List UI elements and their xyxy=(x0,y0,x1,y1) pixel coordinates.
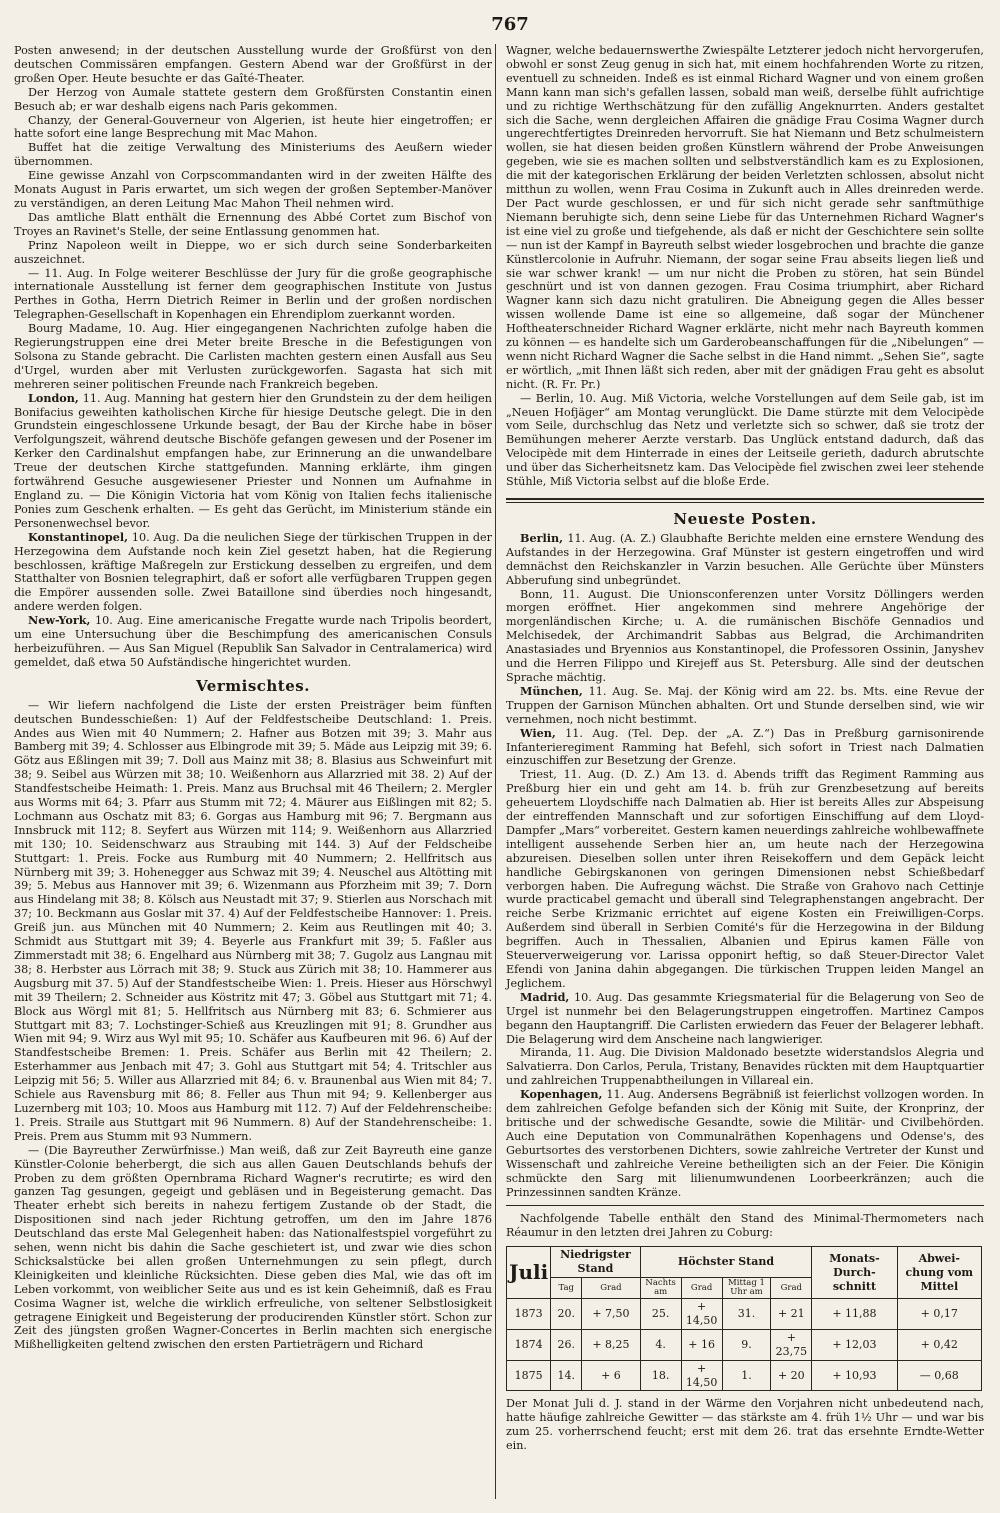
article-paragraph: Posten anwesend; in der deutschen Ausstellung wurde der Großfürst von den deutschen Commissären empfangen. Gestern Abend war der Großfürst in der großen Oper. Heute besuchte er das Gaîté-Theater. xyxy=(14,44,492,85)
column-divider xyxy=(495,44,496,1499)
table-cell-year: 1874 xyxy=(507,1329,551,1360)
dateline-place: Berlin, xyxy=(520,530,563,545)
table-cell-year: 1873 xyxy=(507,1299,551,1330)
dateline-place: Wien, xyxy=(520,725,556,740)
news-text: 10. Aug. Das gesammte Kriegsmaterial für die Belagerung von Seo de Urgel ist nunmehr bei den Belagerungstruppen eingetroffen. Martinez Campos begann den Hauptangriff. Die Carlisten erwiedern das Feuer der Belagerer lebhaft. Die Belagerung wird dem Anscheine nach langwieriger. xyxy=(506,990,984,1046)
news-text: 11. Aug. Andersens Begräbniß ist feierlichst vollzogen worden. In dem zahlreichen Gefolge befanden sich der König mit Suite, der Kronprinz, der britische und der schwedische Gesandte, sowie die Militär- und Civilbehörden. Auch eine Deputation von Communalräthen Kopenhagens und Odense's, des Geburtsortes des verstorbenen Dichters, sowie zahlreiche Vertreter der Kunst und Wissenschaft und zahlreiche Vereine betheiligten sich an der Feier. Die Königin schmückte den Sarg mit lilienumwundenen Loorbeerkränzen; auch die Prinzessinnen sandten Kränze. xyxy=(506,1088,984,1199)
table-subheader: Grad xyxy=(681,1278,722,1299)
table-cell: + 14,50 xyxy=(681,1360,722,1391)
article-paragraph: Der Herzog von Aumale stattete gestern dem Großfürsten Constantin einen Besuch ab; er war deshalb eigens nach Paris gekommen. xyxy=(14,85,492,113)
table-cell: + 7,50 xyxy=(582,1299,640,1330)
table-cell: + 6 xyxy=(582,1360,640,1391)
table-cell: 25. xyxy=(640,1299,681,1330)
dateline-place: München, xyxy=(520,683,583,698)
news-text: Bonn, 11. August. Die Unionsconferenzen unter Vorsitz Döllingers werden morgen eröffnet. Hier angekommen sind mehrere Angehörige der morgenländischen Kirche; u. A. die rumänischen Bischöfe Gennadios und Melchisedek, der Archimandrit Sabbas aus Belgrad, die Archimandriten Anastasiades und Bryennios aus Konstantinopel, die Professoren Ossinin, Janyshev und die Herren Filippo und Kirejeff aus St. Petersburg. Alle sind der deutschen Sprache mächtig. xyxy=(506,587,984,684)
section-heading-vermischtes: Vermischtes. xyxy=(196,676,310,695)
dispatch-london xyxy=(14,392,492,531)
dispatch-text: 11. Aug. Manning hat gestern hier den Grundstein zu der dem heiligen Bonifacius geweihten katholischen Kirche für hiesige Deutsche gelegt. Die in den Grundstein eingeschlossene Urkunde besagt, der Bau der Kirche habe in böser Verfolgungszeit, während deutsche Bischöfe gefangen gewesen und der Posener im Kerker den Cardinalshut empfangen habe, zur Erinnerung an die unwandelbare Treue der deutschen Kirche stattgefunden. Manning erklärte, ihm gingen fortwährend Gesuche ausgewiesener Priester und Nonnen um Aufnahme in England zu. — Die Königin Victoria hat vom König von Italien fechs italienische Ponies zum Geschenk erhalten. — Es geht das Gerücht, im Ministerium stände ein Personenwechsel bevor. xyxy=(14,391,492,530)
table-cell: — 0,68 xyxy=(897,1360,981,1391)
table-row xyxy=(507,1360,982,1391)
right-column xyxy=(506,44,984,1453)
news-text: Triest, 11. Aug. (D. Z.) Am 13. d. Abends trifft das Regiment Ramming aus Preßburg hier ein und geht am 14. b. früh zur Grenzbesetzung auf bereits geheuertem Lloydschiffe nach Dalmatien ab. Hier ist bereits Alles zur Abspeisung der eintreffenden Mannschaft und zur sofortigen Einschiffung auf dem Lloyd-Dampfer „Mars“ vorbereitet. Gestern kamen neuerdings zahlreiche wohlbewaffnete intelligent aussehende Serben hier an, um heute nach der Herzegowina abzureisen. Dieselben sollen unter ihren Reisekoffern und dem Gepäck leicht handliche Gebirgskanonen von geringen Dimensionen nebst Schießbedarf verborgen haben. Die Aufregung wächst. Die Straße von Grahovo nach Cettinje wurde practicabel gemacht und überall sind Telegraphenstangen angebracht. Der reiche Serbe Krizmanic errichtet auf eigene Kosten ein Freiwilligen-Corps. Außerdem sind überall in Serbien Comité's für die Herzegowina in der Bildung begriffen. Auch in Thessalien, Albanien und Epirus kamen Fälle von Steuerverweigerung vor. Larissa opponirt heftig, so daß Steuer-Director Valet Efendi von Janina dahin abgegangen. Die türkischen Truppen leiden Mangel an Jeglichem. xyxy=(506,768,984,990)
article-paragraph: Eine gewisse Anzahl von Corpscommandanten wird in der zweiten Hälfte des Monats August in Paris erwartet, um sich wegen der großen September-Manöver zu verständigen, an deren Leitung Mac Mahon Theil nehmen wird. xyxy=(14,169,492,210)
dateline-place: London, xyxy=(28,390,79,405)
news-text: 11. Aug. (Tel. Dep. der „A. Z.“) Das in Preßburg garnisonirende Infanterieregiment Ramming hat Befehl, sich sofort in Triest nach Dalmatien einzuschiffen zur Besetzung der Grenze. xyxy=(506,726,984,768)
table-subheader: Mittag 1 Uhr am xyxy=(722,1278,771,1299)
news-item xyxy=(506,1088,984,1199)
table-header-highest: Höchster Stand xyxy=(640,1247,812,1278)
temperature-table xyxy=(506,1246,982,1391)
section-heading-neueste-posten: Neueste Posten. xyxy=(673,510,817,528)
table-subheader: Tag xyxy=(551,1278,582,1299)
dispatch-new-york xyxy=(14,614,492,670)
dateline-place: Konstantinopel, xyxy=(28,529,129,544)
article-paragraph: Chanzy, der General-Gouverneur von Algerien, ist heute hier eingetroffen; er hatte sofort eine lange Besprechung mit Mac Mahon. xyxy=(14,113,492,141)
dateline-place: Kopenhagen, xyxy=(520,1087,603,1102)
article-paragraph: Bourg Madame, 10. Aug. Hier eingegangenen Nachrichten zufolge haben die Regierungstruppen eine drei Meter breite Bresche in die Befestigungen von Solsona zu Stande gebracht. Die Carlisten machten gestern einen Ausfall aus Seu d'Urgel, wurden aber mit Verlusten zurückgeworfen. Sagasta hat sich mit mehreren seiner politischen Freunde nach Frankreich begeben. xyxy=(14,322,492,391)
table-month-label: Juli xyxy=(507,1247,551,1299)
table-subheader: Grad xyxy=(771,1278,812,1299)
article-paragraph: Das amtliche Blatt enthält die Ernennung des Abbé Cortet zum Bischof von Troyes an Ravinet's Stelle, der seine Entlassung genommen hat. xyxy=(14,210,492,238)
article-paragraph: Prinz Napoleon weilt in Dieppe, wo er sich durch seine Sonderbarkeiten auszeichnet. xyxy=(14,238,492,266)
table-cell: 31. xyxy=(722,1299,771,1330)
table-cell: + 20 xyxy=(771,1360,812,1391)
table-cell: + 10,93 xyxy=(812,1360,897,1391)
news-item xyxy=(506,1046,984,1088)
dispatch-konstantinopel xyxy=(14,531,492,614)
section-rule xyxy=(506,1205,984,1206)
table-cell: 1. xyxy=(722,1360,771,1391)
dateline-place: Madrid, xyxy=(520,989,570,1004)
table-cell: + 14,50 xyxy=(681,1299,722,1330)
table-cell: 20. xyxy=(551,1299,582,1330)
table-header-monthly: Monats-Durch-schnitt xyxy=(812,1247,897,1299)
page-number: 767 xyxy=(491,14,529,35)
table-cell: + 23,75 xyxy=(771,1329,812,1360)
table-cell: 14. xyxy=(551,1360,582,1391)
table-header-row xyxy=(507,1247,982,1278)
news-text: 11. Aug. Se. Maj. der König wird am 22. bs. Mts. eine Revue der Truppen der Garnison München abhalten. Ort und Stunde derselben sind, wie wir vernehmen, noch nicht bestimmt. xyxy=(506,684,984,726)
dateline-place: New-York, xyxy=(28,613,91,628)
table-row xyxy=(507,1299,982,1330)
table-outro: Der Monat Juli d. J. stand in der Wärme den Vorjahren nicht unbedeutend nach, hatte häufige zahlreiche Gewitter — das stärkste am 4. früh 1½ Uhr — und war bis zum 25. vorherrschend feucht; erst mit dem 26. trat das ersehnte Erndte-Wetter ein. xyxy=(506,1397,984,1453)
article-paragraph: Buffet hat die zeitige Verwaltung des Ministeriums des Aeußern wieder übernommen. xyxy=(14,141,492,169)
left-column xyxy=(14,44,492,1352)
table-cell: + 12,03 xyxy=(812,1329,897,1360)
article-paragraph: — 11. Aug. In Folge weiterer Beschlüsse der Jury für die große geographische internationale Ausstellung ist ferner dem geographischen Institute von Justus Perthes in Gotha, Herrn Dietrich Reimer in Berlin und der großen nordischen Telegraphen-Gesellschaft in Kopenhagen ein Ehrendiplom zuerkannt worden. xyxy=(14,266,492,322)
table-subheader: Nachts am xyxy=(640,1278,681,1299)
dispatch-text: 10. Aug. Eine americanische Fregatte wurde nach Tripolis beordert, um eine Untersuchung über die Beschimpfung des americanischen Consuls herbeizuführen. — Aus San Miguel (Republik San Salvador in Centralamerica) wird gemeldet, daß etwa 50 Aufständische hingerichtet wurden. xyxy=(14,614,492,669)
article-paragraph: — Berlin, 10. Aug. Miß Victoria, welche Vorstellungen auf dem Seile gab, ist im „Neuen Hofjäger“ am Montag verunglückt. Die Dame stürzte mit dem Velocipède vom Seile, durchschlug das Netz und verletzte sich so schwer, daß sie trotz der Bemühungen meherer Aerzte verstarb. Das Unglück entstand dadurch, daß das Velocipède mit dem Hinterrade in eines der Leitseile gerieth, dadurch abrutschte und über das Sicherheitsnetz kam. Das Velocipède fiel zwischen zwei leer stehende Stühle, Miß Victoria selbst auf die bloße Erde. xyxy=(506,391,984,489)
table-cell: + 0,42 xyxy=(897,1329,981,1360)
news-text: 11. Aug. (A. Z.) Glaubhafte Berichte melden eine ernstere Wendung des Aufstandes in der Herzegowina. Graf Münster ist gestern eingetroffen und wird demnächst den Reichskanzler in Varzin besuchen. Alle Gerüchte über Münsters Abberufung sind unbegründet. xyxy=(506,531,984,587)
table-header-deviation: Abwei-chung vom Mittel xyxy=(897,1247,981,1299)
article-paragraph: Wagner, welche bedauernswerthe Zwiespälte Letzterer jedoch nicht hervorgerufen, obwohl er sonst Zeug genug in sich hat, mit einem hochfahrenden Worte zu ritzen, eventuell zu schneiden. Indeß es ist einmal Richard Wagner und von einem großen Mann kann man sich's gefallen lassen, sobald man weiß, derselbe fühlt aufrichtige und zu richtige Werthschätzung für den zufällig Angeknurrten. Anders gestaltet sich die Sache, wenn dergleichen Affairen die gnädige Frau Cosima Wagner durch ungerechtfertigtes Dreinreden hervorruft. Sie hat Niemann und Betz schulmeistern wollen, sie hat diesen beiden großen Künstlern während der Probe Anweisungen gegeben, wie sie es machen sollten und selbstverständlich kam es zu Explosionen, die mit der kategorischen Erklärung der beiden Verletzten schlossen, absolut nicht mitthun zu wollen, wenn Frau Cosima in Zukunft auch in Alles dreinreden werde. Der Pact wurde geschlossen, er und für sich nicht gerade sehr sanftmüthige Niemann beruhigte sich, denn seine Liebe für das Unternehmen Richard Wagner's ist eine viel zu große und tiefgehende, als daß er nicht der Geschichtere sein sollte — nun ist der Kampf in Bayreuth selbst wieder losgebrochen und brachte die ganze Künstlercolonie in Aufruhr. Niemann, der sogar seine Frau abseits liegen ließ und sie war schwer krank! — um nur nicht die Proben zu stören, hat sein Bündel geschnürt und ist von dannen gezogen. Frau Cosima triumphirt, aber Richard Wagner kann sich dazu nicht gratuliren. Die Abneigung gegen die Alles besser wissen wollende Dame ist eine so allgemeine, daß sogar der Münchener Hoftheaterschneider Richard Wagner erklärte, nicht mehr nach Bayreuth kommen zu können — es handelte sich um Garderobeanschaffungen für die „Nibelungen“ — wenn nicht Richard Wagner die Sache selbst in die Hand nimmt. „Sehen Sie“, sagte er wörtlich, „mit Ihnen läßt sich reden, aber mit der gnädigen Frau geht es absolut nicht. (R. Fr. Pr.) xyxy=(506,44,984,391)
news-item xyxy=(506,727,984,769)
table-cell: 26. xyxy=(551,1329,582,1360)
table-cell-year: 1875 xyxy=(507,1360,551,1391)
table-row xyxy=(507,1329,982,1360)
news-item xyxy=(506,588,984,685)
news-text: Miranda, 11. Aug. Die Division Maldonado besetzte widerstandslos Alegria und Salvatierra. Don Carlos, Perula, Tristany, Benavides rückten mit dem Hauptquartier und zahlreichen Truppenabtheilungen in Villareal ein. xyxy=(506,1046,984,1088)
article-paragraph: — (Die Bayreuther Zerwürfnisse.) Man weiß, daß zur Zeit Bayreuth eine ganze Künstler-Colonie beherbergt, die sich aus allen Gauen Deutschlands behufs der Proben zu dem größten Opernbrama Richard Wagner's recrutirte; es wird den ganzen Tag gesungen, gegeigt und gebläsen und in Begeisterung gemacht. Das Theater erhebt sich bereits in nahezu fertigem Zustande ob der Stadt, die Dispositionen sind nach jeder Richtung getroffen, um den im Jahre 1876 Deutschland das erste Mal Gelegenheit haben: das Nationalfestspiel vorgeführt zu sehen, wenn nicht bis dahin die Sache geschietert ist, und zwar wie dies schon Schicksalstücke bei allen großen Unternehmungen zu sein pflegt, durch Kleinigkeiten und kleinliche Rücksichten. Diese geben dies Mal, wie das oft im Leben vorkommt, von weiblicher Seite aus und es ist kein Geheimniß, daß es Frau Cosima Wagner ist, welche die wirklich erfreuliche, von seltener Selbstlosigkeit getragene Einigkeit und Begeisterung der producirenden Künstler stört. Schon zur Zeit des jüngsten großen Wagner-Concertes in Berlin machten sich energische Mißhelligkeiten geltend zwischen den ersten Partieträgern und Richard xyxy=(14,1143,492,1352)
table-cell: + 8,25 xyxy=(582,1329,640,1360)
dispatch-text: 10. Aug. Da die neulichen Siege der türkischen Truppen in der Herzegowina dem Aufstande noch kein Ziel gesetzt haben, hat die Regierung beschlossen, kräftige Maßregeln zur Erstickung desselben zu ergreifen, und dem Statthalter von Bosnien telegraphirt, daß er sofort alle verfügbaren Truppen gegen die Empörer aussenden solle. Zwei Bataillone sind überdies noch hingesandt, andere werden folgen. xyxy=(14,530,492,614)
table-cell: 9. xyxy=(722,1329,771,1360)
news-item xyxy=(506,768,984,991)
section-rule xyxy=(506,502,984,503)
table-cell: 4. xyxy=(640,1329,681,1360)
table-header-lowest: Niedrigster Stand xyxy=(551,1247,640,1278)
news-item xyxy=(506,685,984,727)
table-cell: 18. xyxy=(640,1360,681,1391)
table-cell: + 11,88 xyxy=(812,1299,897,1330)
news-item xyxy=(506,991,984,1047)
table-cell: + 21 xyxy=(771,1299,812,1330)
table-subheader: Grad xyxy=(582,1278,640,1299)
table-cell: + 0,17 xyxy=(897,1299,981,1330)
article-paragraph: — Wir liefern nachfolgend die Liste der ersten Preisträger beim fünften deutschen Bundesschießen: 1) Auf der Feldfestscheibe Deutschland: 1. Preis. Andes aus Wien mit 40 Nummern; 2. Hafner aus Botzen mit 39; 3. Mahr aus Bamberg mit 39; 4. Schlosser aus Elbingrode mit 39; 5. Mäde aus Leipzig mit 39; 6. Götz aus Eßlingen mit 39; 7. Doll aus Mainz mit 38; 8. Blasius aus Schweinfurt mit 38; 9. Seibel aus Würzen mit 38; 10. Weißenhorn aus Allarzried mit 38. 2) Auf der Standfestscheibe Heimath: 1. Preis. Manz aus Bruchsal mit 46 Theilern; 2. Mergler aus Worms mit 64; 3. Pfarr aus Stumm mit 72; 4. Mäurer aus Eißlingen mit 82; 5. Lochmann aus Oschatz mit 83; 6. Gorgas aus Hamburg mit 96; 7. Bergmann aus Innsbruck mit 112; 8. Seyfert aus Würzen mit 114; 9. Weißenhorn aus Allarzried mit 130; 10. Seidenschwarz aus Straubing mit 144. 3) Auf der Feldscheibe Stuttgart: 1. Preis. Focke aus Rumburg mit 40 Nummern; 2. Hellfritsch aus Nürnberg mit 39; 3. Hohenegger aus Schwaz mit 39; 4. Neuschel aus Altötting mit 39; 5. Mebus aus Hannover mit 39; 6. Wizenmann aus Pforzheim mit 39; 7. Dorn aus Hindelang mit 38; 8. Kölsch aus Neustadt mit 37; 9. Stierlen aus Norschach mit 37; 10. Beckmann aus Goslar mit 37. 4) Auf der Feldfestscheibe Hannover: 1. Preis. Greiß jun. aus München mit 40 Nummern; 2. Keim aus Reutlingen mit 40; 3. Schmidt aus Stuttgart mit 39; 4. Beyerle aus Frankfurt mit 39; 5. Faßler aus Zimmerstadt mit 38; 6. Engelhard aus Nürnberg mit 38; 7. Gugolz aus Langnau mit 38; 8. Herbster aus Lörrach mit 38; 9. Stuck aus Zürich mit 38; 10. Hammerer aus Augsburg mit 37. 5) Auf der Standfestscheibe Wien: 1. Preis. Hieser aus Hörschwyl mit 39 Theilern; 2. Schneider aus Köstritz mit 47; 3. Göbel aus Stuttgart mit 71; 4. Block aus Wörgl mit 81; 5. Hellfritsch aus Nürnberg mit 83; 6. Schmierer aus Stuttgart mit 83; 7. Lochstinger-Schieß aus Kreuzlingen mit 91; 8. Grundher aus Wien mit 94; 9. Wirz aus Wyl mit 95; 10. Schäfer aus Kaufbeuren mit 96. 6) Auf der Standfestscheibe Bremen: 1. Preis. Schäfer aus Berlin mit 42 Theilern; 2. Esterhammer aus Jenbach mit 47; 3. Gohl aus Stuttgart mit 54; 4. Tritschler aus Leipzig mit 56; 5. Willer aus Allarzried mit 84; 6. v. Braunenbal aus Wien mit 84; 7. Schiele aus Ravensburg mit 86; 8. Feller aus Thun mit 94; 9. Kellenberger aus Luzernberg mit 103; 10. Moos aus Hamburg mit 112. 7) Auf der Feldehrenscheibe: 1. Preis. Straile aus Stuttgart mit 96 Nummern. 8) Auf der Standehrenscheibe: 1. Preis. Prem aus Stumm mit 93 Nummern. xyxy=(14,698,492,1143)
table-cell: + 16 xyxy=(681,1329,722,1360)
table-intro: Nachfolgende Tabelle enthält den Stand des Minimal-Thermometers nach Réaumur in den letzten drei Jahren zu Coburg: xyxy=(506,1212,984,1240)
news-item xyxy=(506,532,984,588)
section-rule xyxy=(506,498,984,500)
